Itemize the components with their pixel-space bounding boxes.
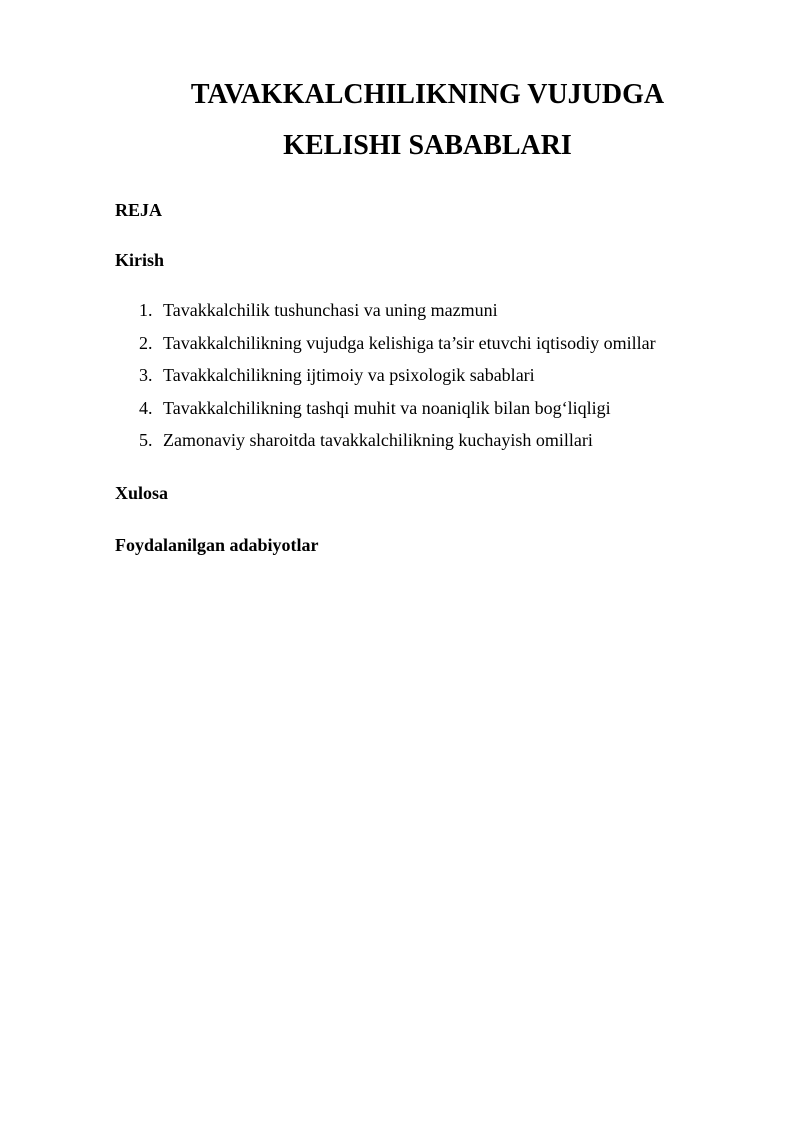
plan-item-number: 5. xyxy=(139,430,153,450)
plan-item-text: Tavakkalchilikning ijtimoiy va psixologik sabablari xyxy=(163,365,535,385)
intro-heading: Kirish xyxy=(115,250,165,270)
plan-list xyxy=(115,299,755,462)
plan-item xyxy=(115,429,755,462)
plan-item-text: Tavakkalchilik tushunchasi va uning mazmuni xyxy=(163,300,498,320)
plan-item-number: 1. xyxy=(139,300,153,320)
plan-item xyxy=(115,364,755,397)
plan-item xyxy=(115,332,755,365)
plan-item-number: 4. xyxy=(139,397,153,418)
plan-item-number: 2. xyxy=(139,332,153,353)
plan-item-text: Tavakkalchilikning tashqi muhit va noaniqlik bilan bog‘liqligi xyxy=(163,397,611,418)
plan-item xyxy=(115,397,755,430)
conclusion-heading: Xulosa xyxy=(115,483,169,503)
document-title-line-2: KELISHI SABABLARI xyxy=(283,130,572,161)
plan-item xyxy=(115,299,755,332)
plan-heading: REJA xyxy=(115,200,163,220)
plan-item-text: Tavakkalchilikning vujudga kelishiga ta’sir etuvchi iqtisodiy omillar xyxy=(163,332,656,353)
document-title-line-1: TAVAKKALCHILIKNING VUJUDGA xyxy=(190,79,665,110)
references-heading: Foydalanilgan adabiyotlar xyxy=(115,535,319,555)
plan-item-text: Zamonaviy sharoitda tavakkalchilikning kuchayish omillari xyxy=(163,430,593,450)
plan-item-number: 3. xyxy=(139,365,153,385)
